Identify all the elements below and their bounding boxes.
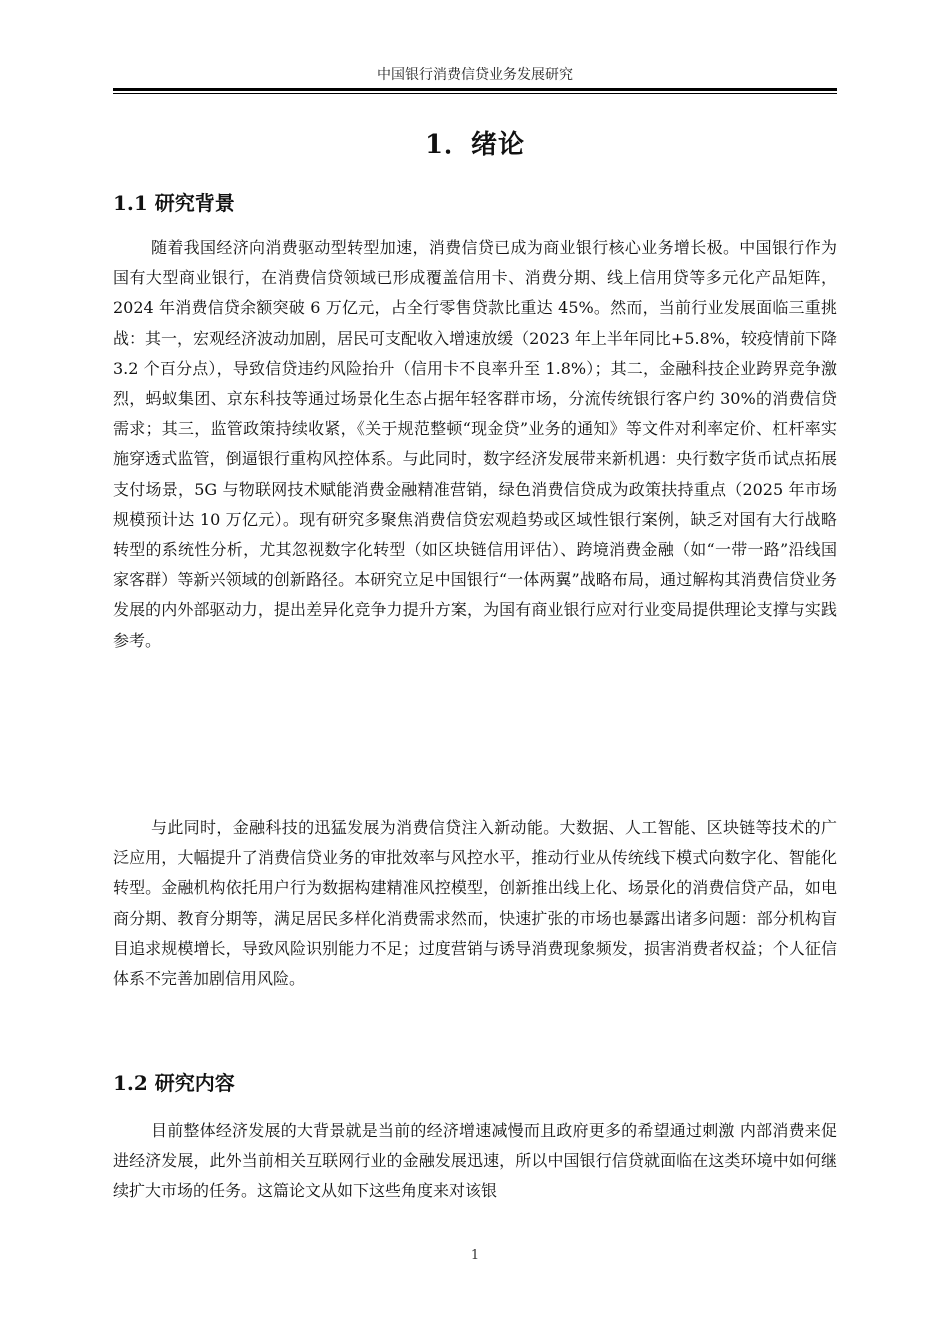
paragraph-background-1: 随着我国经济向消费驱动型转型加速，消费信贷已成为商业银行核心业务增长极。中国银行作为国有大型商业银行，在消费信贷领域已形成覆盖信用卡、消费分期、线上信用贷等多元化产品矩阵，2024 年消费信贷余额突破 6 万亿元，占全行零售贷款比重达 45%。然而，当前行业发展面临三重挑战：其一，宏观经济波动加剧，居民可支配收入增速放缓（2023 年上半年同比+5.8%，较疫情前下降 3.2 个百分点），导致信贷违约风险抬升（信用卡不良率升至 1.8%）；其二，金融科技企业跨界竞争激烈，蚂蚁集团、京东科技等通过场景化生态占据年轻客群市场，分流传统银行客户约 30%的消费信贷需求；其三，监管政策持续收紧，《关于规范整顿“现金贷”业务的通知》等文件对利率定价、杠杆率实施穿透式监管，倒逼银行重构风控体系。与此同时，数字经济发展带来新机遇：央行数字货币试点拓展支付场景，5G 与物联网技术赋能消费金融精准营销，绿色消费信贷成为政策扶持重点（2025 年市场规模预计达 10 万亿元）。现有研究多聚焦消费信贷宏观趋势或区域性银行案例，缺乏对国有大行战略转型的系统性分析，尤其忽视数字化转型（如区块链信用评估）、跨境消费金融（如“一带一路”沿线国家客群）等新兴领域的创新路径。本研究立足中国银行“一体两翼”战略布局，通过解构其消费信贷业务发展的内外部驱动力，提出差异化竞争力提升方案，为国有商业银行应对行业变局提供理论支撑与实践参考。 bbox=[113, 238, 837, 650]
section-title-research-content: 1.2 研究内容 bbox=[113, 1071, 235, 1095]
chapter-title: 1．绪论 bbox=[424, 130, 526, 160]
header-rule-thin bbox=[113, 93, 837, 94]
paragraph-background-2: 与此同时，金融科技的迅猛发展为消费信贷注入新动能。大数据、人工智能、区块链等技术的广泛应用，大幅提升了消费信贷业务的审批效率与风控水平，推动行业从传统线下模式向数字化、智能化转型。金融机构依托用户行为数据构建精准风控模型，创新推出线上化、场景化的消费信贷产品，如电商分期、教育分期等，满足居民多样化消费需求然而，快速扩张的市场也暴露出诸多问题：部分机构盲目追求规模增长，导致风险识别能力不足；过度营销与诱导消费现象频发，损害消费者权益；个人征信体系不完善加剧信用风险。 bbox=[113, 818, 837, 989]
header-rule-thick bbox=[113, 88, 837, 91]
section-title-research-background: 1.1 研究背景 bbox=[113, 191, 235, 215]
paragraph-content-1: 目前整体经济发展的大背景就是当前的经济增速减慢而且政府更多的希望通过刺激 内部消费来促进经济发展，此外当前相关互联网行业的金融发展迅速，所以中国银行信贷就面临在这类环境中如何继续扩大市场的任务。这篇论文从如下这些角度来对该银 bbox=[113, 1121, 837, 1201]
page-number: 1 bbox=[470, 1248, 480, 1263]
running-header: 中国银行消费信贷业务发展研究 bbox=[377, 67, 573, 83]
